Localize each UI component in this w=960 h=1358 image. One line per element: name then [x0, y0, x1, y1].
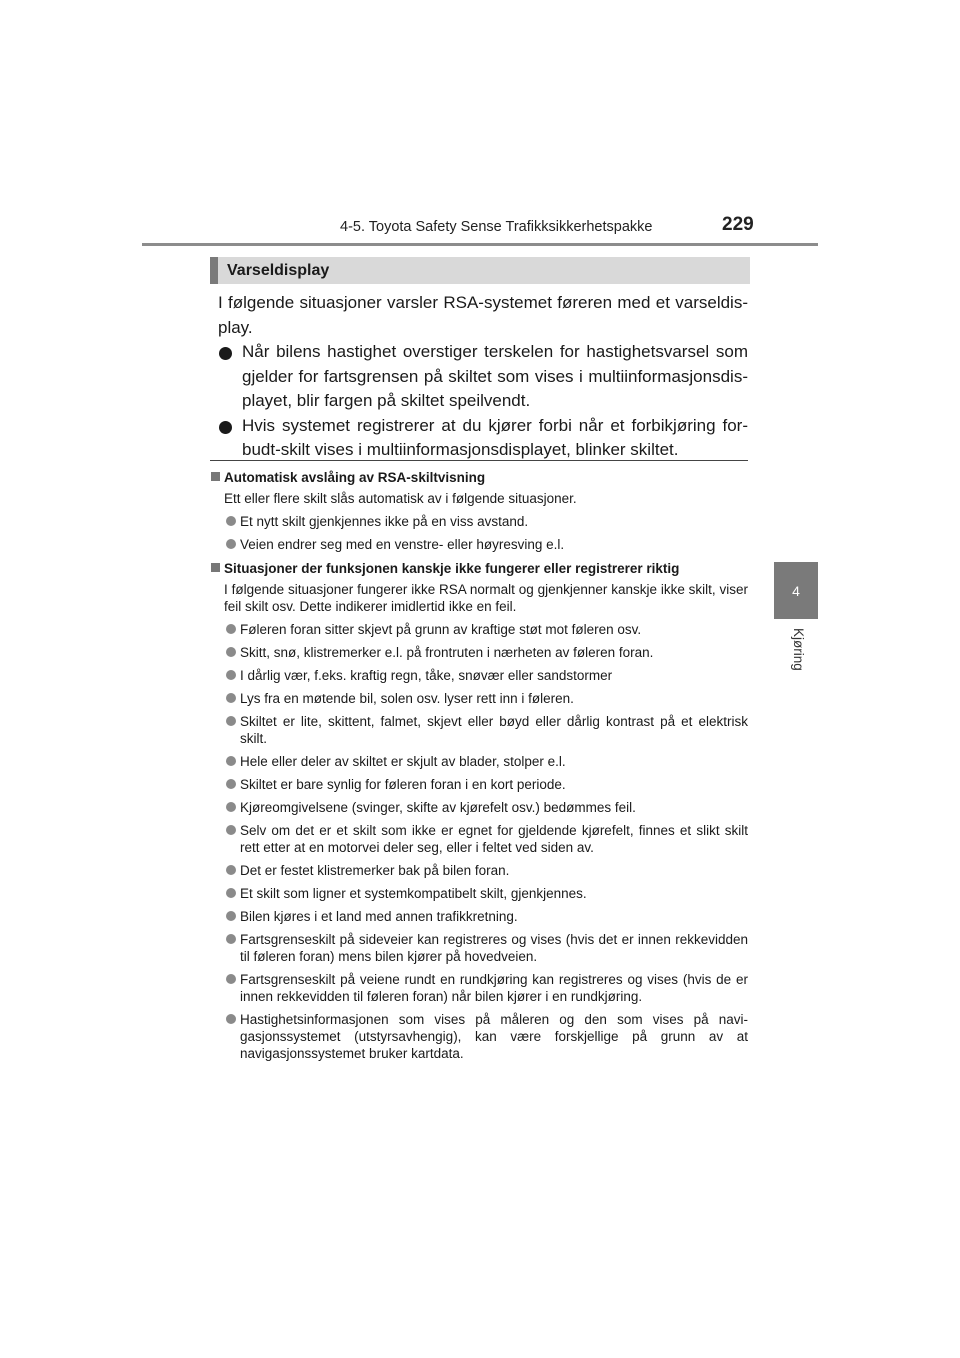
- list-item: Veien endrer seg med en venstre- eller høyresving e.l.: [210, 536, 748, 553]
- chapter-tab: [774, 562, 818, 619]
- list-item: Hastighetsinformasjonen som vises på måleren og den som vises på navi-gasjonssystemet (utstyrsavhengig), kan være forskjellige på grunn av at navigasjonssystemet bruker kartdata.: [210, 1011, 748, 1062]
- bullet-icon: [226, 670, 236, 680]
- chapter-label: Kjøring: [791, 628, 806, 671]
- bullet-icon: [226, 888, 236, 898]
- bullet-icon: [226, 934, 236, 944]
- note-text: I følgende situasjoner fungerer ikke RSA normalt og gjenkjenner kanskje ikke skilt, viser feil skilt osv. Dette indikerer imidlertid ikke en feil.: [224, 582, 748, 614]
- note-text: Ett eller flere skilt slås automatisk av i følgende situasjoner.: [224, 491, 577, 506]
- bullet-icon: [226, 756, 236, 766]
- chapter-number: 4: [792, 582, 800, 599]
- bullet-icon: [226, 911, 236, 921]
- list-item: Det er festet klistremerker bak på bilen foran.: [210, 862, 748, 879]
- bullet-icon: [226, 1014, 236, 1024]
- list-item: Bilen kjøres i et land med annen trafikkretning.: [210, 908, 748, 925]
- header-rule: [142, 243, 818, 246]
- note-heading-auto-off: Automatisk avslåing av RSA-skiltvisning: [210, 469, 748, 486]
- list-item: Fartsgrenseskilt på sideveier kan registreres og vises (hvis det er innen rekkevidden til føleren foran) mens bilen kjører på hovedveien.: [210, 931, 748, 965]
- list-item: Skiltet er lite, skittent, falmet, skjevt eller bøyd eller dårlig kontrast på et elektrisk skilt.: [210, 713, 748, 747]
- bullet-icon: [226, 825, 236, 835]
- list-item: Et skilt som ligner et systemkompatibelt skilt, gjenkjennes.: [210, 885, 748, 902]
- square-bullet-icon: [211, 472, 220, 481]
- square-bullet-icon: [211, 563, 220, 572]
- notes-block: [210, 469, 748, 1062]
- section-divider: [210, 460, 748, 461]
- bullet-icon: [219, 421, 232, 434]
- list-item: Fartsgrenseskilt på veiene rundt en rundkjøring kan registreres og vises (hvis de er innen rekkevidden til føleren foran) når bilen kjører i en rundkjøring.: [210, 971, 748, 1005]
- bullet-icon: [226, 802, 236, 812]
- bullet-icon: [226, 624, 236, 634]
- bullet-icon: [226, 974, 236, 984]
- list-item: Et nytt skilt gjenkjennes ikke på en viss avstand.: [210, 513, 748, 530]
- bullet-icon: [219, 347, 232, 360]
- list-item: Når bilens hastighet overstiger terskelen for hastighetsvarsel som gjelder for fartsgrensen på skiltet som vises i multiinformasjonsdis-playet, blir fargen på skiltet speilvendt.: [210, 340, 748, 414]
- running-header: 4-5. Toyota Safety Sense Trafikksikkerhetspakke: [340, 219, 653, 235]
- list-item: Skitt, snø, klistremerker e.l. på frontruten i nærheten av føleren foran.: [210, 644, 748, 661]
- bullet-icon: [226, 693, 236, 703]
- list-item: Hvis systemet registrerer at du kjører forbi når et forbikjøring for-budt-skilt vises i multiinformasjonsdisplayet, blinker skiltet.: [210, 414, 748, 463]
- bullet-icon: [226, 647, 236, 657]
- bullet-icon: [226, 516, 236, 526]
- list-item: Lys fra en møtende bil, solen osv. lyser rett inn i føleren.: [210, 690, 748, 707]
- section-intro: I følgende situasjoner varsler RSA-systemet føreren med et varseldis-play.: [218, 293, 748, 337]
- list-item: Føleren foran sitter skjevt på grunn av kraftige støt mot føleren osv.: [210, 621, 748, 638]
- list-item: Skiltet er bare synlig for føleren foran i en kort periode.: [210, 776, 748, 793]
- section-heading-bar: [210, 257, 750, 284]
- bullet-icon: [226, 539, 236, 549]
- note-heading-malfunction: Situasjoner der funksjonen kanskje ikke fungerer eller registrerer riktig: [210, 560, 748, 577]
- list-item: Selv om det er et skilt som ikke er egnet for gjeldende kjørefelt, finnes et slikt skilt rett etter at en motorvei deler seg, eller i feltet ved siden av.: [210, 822, 748, 856]
- bullet-icon: [226, 716, 236, 726]
- list-item: Hele eller deler av skiltet er skjult av blader, stolper e.l.: [210, 753, 748, 770]
- page-number: 229: [722, 214, 754, 235]
- list-item: I dårlig vær, f.eks. kraftig regn, tåke, snøvær eller sandstormer: [210, 667, 748, 684]
- bullet-icon: [226, 865, 236, 875]
- section-body: [210, 291, 748, 463]
- list-item: Kjøreomgivelsene (svinger, skifte av kjørefelt osv.) bedømmes feil.: [210, 799, 748, 816]
- section-title: Varseldisplay: [227, 261, 330, 279]
- bullet-icon: [226, 779, 236, 789]
